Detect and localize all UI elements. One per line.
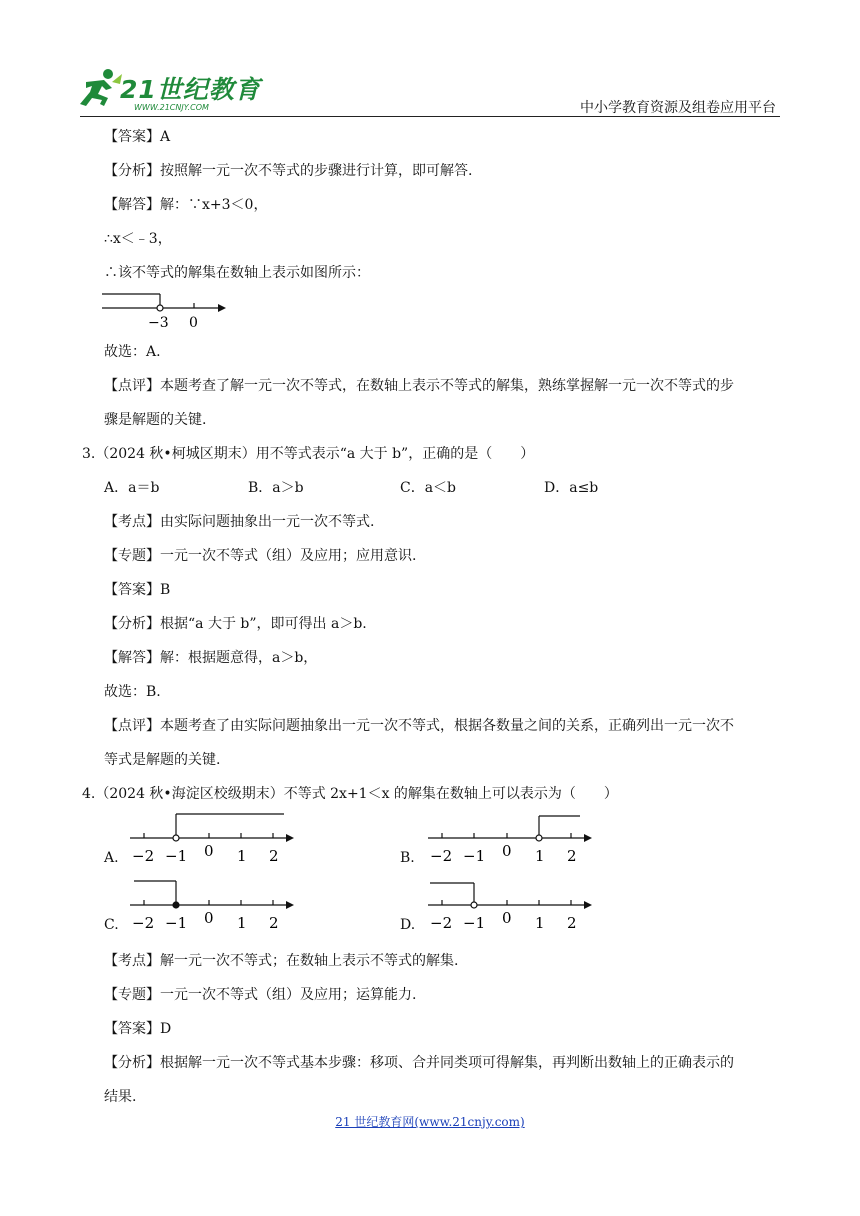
q4-kaodian: 【考点】解一元一次不等式；在数轴上表示不等式的解集.: [104, 953, 459, 969]
q3-option-b: B．a＞b: [248, 480, 304, 496]
q3-choice: 故选：B.: [104, 684, 161, 700]
q2-solution-line1: 【解答】解：∵x+3＜0，: [104, 197, 268, 213]
q3-kaodian: 【考点】由实际问题抽象出一元一次不等式.: [104, 514, 375, 530]
q4-tick-label: 1: [535, 914, 545, 932]
q4-option-b-number-line: [416, 806, 596, 868]
q4-option-d-number-line: [416, 873, 596, 935]
q4-tick-label: 1: [237, 847, 247, 865]
q2-tick-label: 0: [189, 315, 198, 331]
q2-choice: 故选：A.: [104, 344, 161, 360]
q4-option-c-letter: C.: [104, 917, 119, 933]
q4-tick-label: 1: [237, 914, 247, 932]
q4-analysis-line1: 【分析】根据解一元一次不等式基本步骤：移项、合并同类项可得解集，再判断出数轴上的正确表示的: [104, 1055, 734, 1071]
q4-tick-label: 0: [502, 909, 512, 927]
q2-number-line: [100, 290, 230, 332]
q4-stem: 4.（2024 秋•海淀区校级期末）不等式 2x+1＜x 的解集在数轴上可以表示为（ ）: [82, 786, 618, 802]
q4-option-a-letter: A.: [104, 850, 119, 866]
q2-comment-line1: 【点评】本题考查了解一元一次不等式，在数轴上表示不等式的解集，熟练掌握解一元一次不等式的步: [104, 378, 734, 394]
platform-title: 中小学教育资源及组卷应用平台: [580, 100, 776, 116]
logo-subtext: WWW.21CNJY.COM: [134, 103, 209, 112]
page-header: [0, 0, 860, 120]
runner-logo-icon: [78, 68, 122, 108]
page-footer: [0, 1113, 860, 1130]
q4-tick-label: 2: [567, 847, 577, 865]
q4-analysis-line2: 结果.: [104, 1089, 137, 1105]
q4-tick-label: 2: [269, 914, 279, 932]
q4-tick-label: −2: [132, 847, 155, 865]
q4-option-a-number-line: [118, 806, 298, 868]
q4-answer: 【答案】D: [104, 1021, 172, 1037]
q4-tick-label: 0: [204, 909, 214, 927]
q3-answer: 【答案】B: [104, 582, 171, 598]
q4-tick-label: −2: [430, 914, 453, 932]
q4-tick-label: −1: [463, 914, 486, 932]
q3-zhuanti: 【专题】一元一次不等式（组）及应用；应用意识.: [104, 548, 417, 564]
q4-tick-label: 0: [502, 842, 512, 860]
q3-comment-line2: 等式是解题的关键.: [104, 752, 221, 768]
q3-option-a: A．a＝b: [104, 480, 160, 496]
q4-option-d-letter: D.: [400, 917, 416, 933]
q3-solution: 【解答】解：根据题意得，a＞b，: [104, 650, 318, 666]
site-logo: [78, 66, 278, 118]
q4-tick-label: 2: [269, 847, 279, 865]
q2-tick-label: −3: [148, 315, 169, 331]
q4-tick-label: −1: [463, 847, 486, 865]
q2-solution-line3: ∴该不等式的解集在数轴上表示如图所示：: [104, 265, 370, 281]
q3-option-c: C．a＜b: [400, 480, 457, 496]
q4-option-b-letter: B.: [400, 850, 415, 866]
q3-option-d: D．a≤b: [544, 480, 599, 496]
q4-tick-label: 2: [567, 914, 577, 932]
q4-zhuanti: 【专题】一元一次不等式（组）及应用；运算能力.: [104, 987, 417, 1003]
logo-text: 21世纪教育: [120, 75, 261, 104]
q4-tick-label: −1: [165, 847, 188, 865]
q2-solution-line2: ∴x＜﹣3，: [104, 231, 172, 247]
q4-tick-label: −2: [132, 914, 155, 932]
q4-tick-label: 0: [204, 842, 214, 860]
q2-answer: 【答案】A: [104, 129, 171, 145]
header-divider: [80, 116, 780, 117]
q3-analysis: 【分析】根据“a 大于 b”，即可得出 a＞b.: [104, 616, 367, 632]
footer-link[interactable]: 21 世纪教育网(www.21cnjy.com): [335, 1115, 525, 1129]
q3-comment-line1: 【点评】本题考查了由实际问题抽象出一元一次不等式，根据各数量之间的关系，正确列出一元一次不: [104, 718, 734, 734]
q4-tick-label: 1: [535, 847, 545, 865]
q3-stem: 3.（2024 秋•柯城区期末）用不等式表示“a 大于 b”，正确的是（ ）: [82, 446, 535, 462]
q2-comment-line2: 骤是解题的关键.: [104, 412, 207, 428]
q4-tick-label: −2: [430, 847, 453, 865]
q2-analysis: 【分析】按照解一元一次不等式的步骤进行计算，即可解答.: [104, 163, 473, 179]
q4-option-c-number-line: [118, 873, 298, 935]
q4-tick-label: −1: [165, 914, 188, 932]
